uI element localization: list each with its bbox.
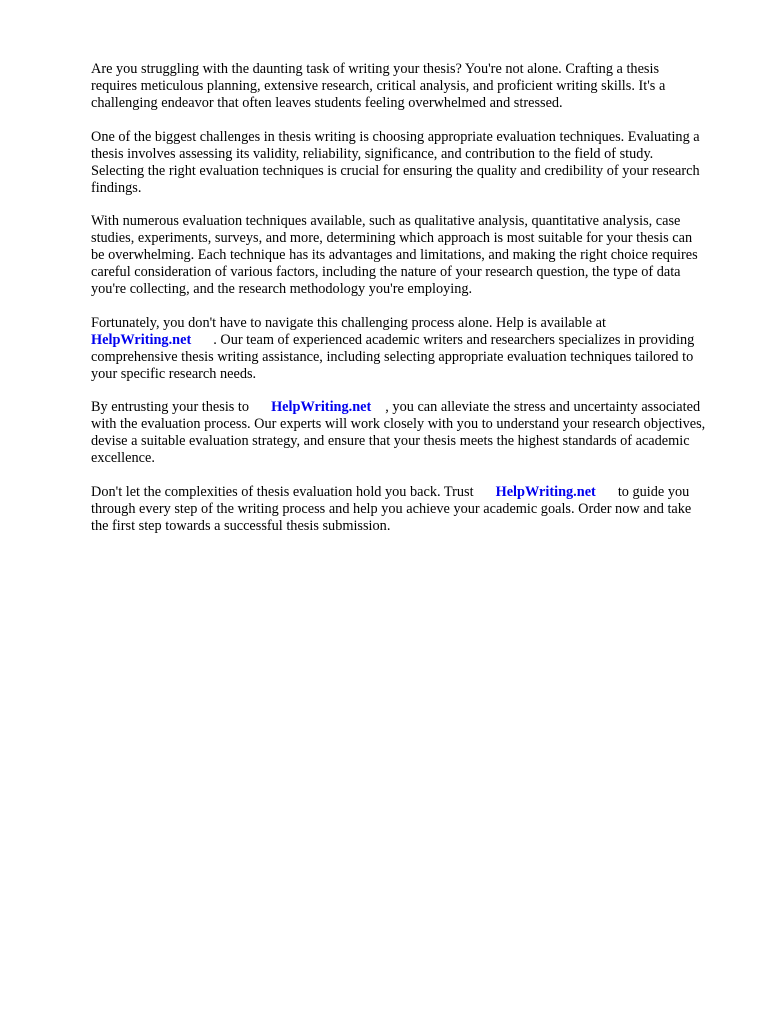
helpwriting-link-1[interactable]: HelpWriting.net xyxy=(91,331,192,348)
paragraph-help-available xyxy=(91,315,708,383)
paragraph-call-to-action xyxy=(91,484,708,535)
paragraph-text-after-link: . Our team of experienced academic writers and researchers specializes in providing comprehensive thesis writing assistance, including selecting appropriate evaluation techniques tailored to your specific research needs. xyxy=(91,331,695,382)
paragraph-evaluation-challenges: One of the biggest challenges in thesis writing is choosing appropriate evaluation techniques. Evaluating a thesis involves assessing its validity, reliability, significance, and contribution to the field of study. Selecting the right evaluation techniques is crucial for ensuring the quality and credibility of your research findings. xyxy=(91,128,700,196)
paragraph-intro: Are you struggling with the daunting task of writing your thesis? You're not alone. Crafting a thesis requires meticulous planning, extensive research, critical analysis, and proficient writing skills. It's a challenging endeavor that often leaves students feeling overwhelmed and stressed. xyxy=(91,61,666,111)
paragraph-text-before-link: Don't let the complexities of thesis evaluation hold you back. Trust xyxy=(91,483,474,500)
helpwriting-link-2[interactable]: HelpWriting.net xyxy=(271,399,372,415)
paragraph-techniques: With numerous evaluation techniques available, such as qualitative analysis, quantitative analysis, case studies, experiments, surveys, and more, determining which approach is most suitable for your thesis can be overwhelming. Each technique has its advantages and limitations, and making the right choice requires careful consideration of various factors, including the nature of your research question, the type of data you're collecting, and the research methodology you're employing. xyxy=(91,213,698,297)
paragraph-text-after-link: to guide you through every step of the writing process and help you achieve your academic goals. Order now and take the first step towards a successful thesis submission. xyxy=(91,483,692,534)
helpwriting-link-3[interactable]: HelpWriting.net xyxy=(495,483,596,500)
paragraph-text-before-link: By entrusting your thesis to xyxy=(91,399,250,415)
paragraph-text-after-link: , you can alleviate the stress and uncertainty associated with the evaluation process. Our experts will work closely with you to understand your research objectives, devise a suitable evaluation strategy, and ensure that your thesis meets the highest standards of academic excellence. xyxy=(91,399,706,466)
paragraph-entrusting xyxy=(91,399,708,467)
paragraph-text-before-link: Fortunately, you don't have to navigate this challenging process alone. Help is available at xyxy=(91,314,607,331)
